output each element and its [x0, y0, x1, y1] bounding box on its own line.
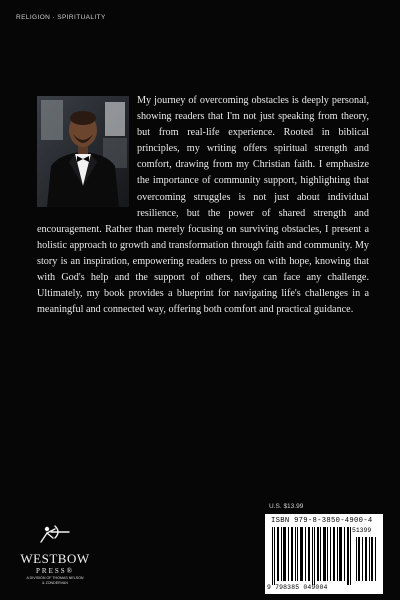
price-label: U.S. $13.99: [269, 503, 304, 510]
photo-spacer: [37, 93, 137, 217]
barcode-addon-digits: 51399: [352, 527, 372, 534]
publisher-logo: [16, 524, 94, 586]
archer-logo-icon: [35, 524, 75, 544]
isbn-text: ISBN 979-8-3850-4900-4: [271, 517, 373, 525]
book-description: [37, 93, 369, 318]
category-label: RELIGION · SPIRITUALITY: [16, 14, 106, 21]
barcode-icon: [270, 527, 378, 585]
barcode-panel: [265, 514, 383, 594]
barcode-digits: 9 798385 049004: [267, 584, 328, 591]
publisher-division-line-2: & ZONDERVAN: [42, 581, 68, 586]
publisher-division-line-1: A DIVISION OF THOMAS NELSON: [26, 576, 84, 580]
publisher-name: WESTBOW: [20, 551, 90, 566]
publisher-press: PRESS®: [36, 567, 74, 575]
book-description-text: My journey of overcoming obstacles is deeply personal, showing readers that I'm not just speaking from theory, but from real-life experience. Rooted in biblical principles, my writing offers spiritual strength and comfort, drawing from my Christian faith. I emphasize the importance of community support, highlighting that overcoming struggles is not just about individual resilience, but the power of shared strength and encouragement. Rather than merely focusing on surviving obstacles, I present a holistic approach to growth and transformation through faith and community. My story is an inspiration, empowering readers to press on with hope, knowing that with God's help and the support of others, they can face any challenge. Ultimately, my book provides a blueprint for navigating life's challenges in a meaningful and connected way, offering both comfort and practical guidance.: [37, 95, 369, 316]
